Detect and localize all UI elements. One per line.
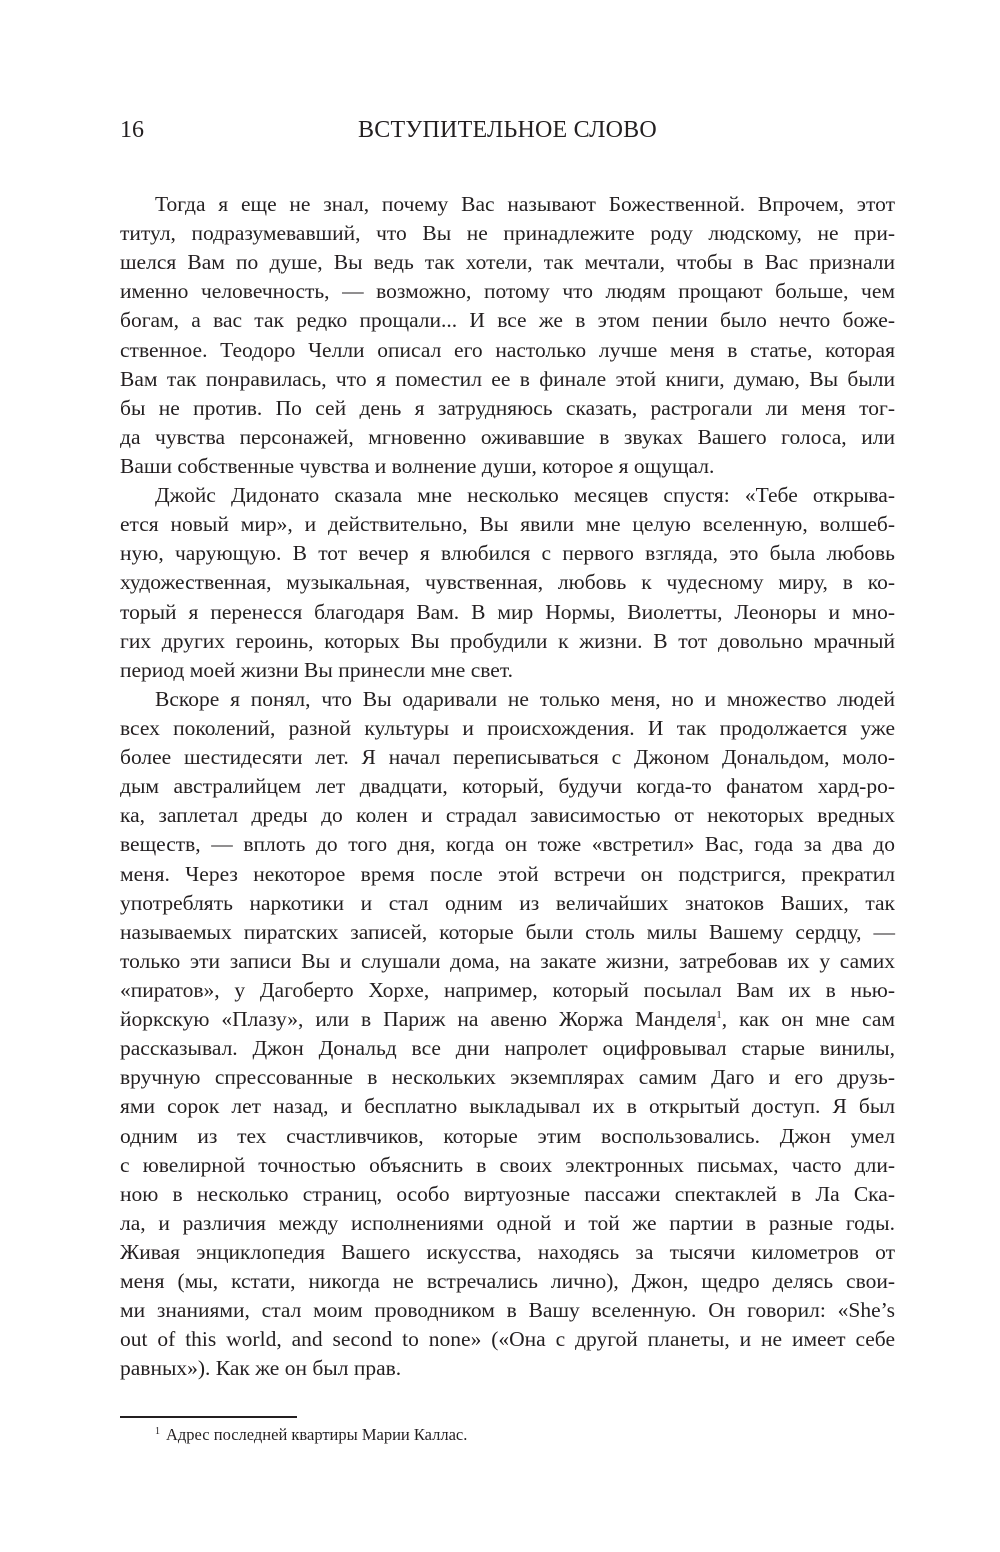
line-text: богам, а вас так редко прощали... И все же в этом пении было нечто боже- bbox=[120, 308, 895, 333]
line-text: одним из тех счастливчиков, которые этим воспользовались. Джон умел bbox=[120, 1123, 895, 1148]
line-text: только эти записи Вы и слушали дома, на закате жизни, затребовав их у самих bbox=[120, 948, 895, 973]
line-text: Вам так понравилась, что я поместил ее в финале этой книги, думаю, Вы были bbox=[120, 366, 895, 391]
line-text: ми знаниями, стал моим проводником в Вашу вселенную. Он говорил: «She’s bbox=[120, 1298, 895, 1323]
footnote-reference[interactable]: 1 bbox=[716, 1009, 722, 1022]
paragraph bbox=[120, 685, 895, 1384]
text-line bbox=[120, 1151, 895, 1180]
paragraph bbox=[120, 190, 895, 481]
line-text: титул, подразумевавший, что Вы не принадлежите роду людскому, не при- bbox=[120, 221, 895, 246]
paragraph bbox=[120, 481, 895, 685]
footnote-marker: 1 bbox=[155, 1426, 160, 1437]
line-text: шелся Вам по душе, Вы ведь так хотели, так мечтали, чтобы в Вас признали bbox=[120, 250, 895, 275]
line-text: всех поколений, разной культуры и происхождения. И так продолжается уже bbox=[120, 715, 895, 740]
text-line bbox=[120, 452, 895, 481]
text-line bbox=[120, 190, 895, 219]
line-text: ка, заплетал дреды до колен и страдал зависимостью от некоторых вредных bbox=[120, 803, 895, 828]
text-line bbox=[120, 685, 895, 714]
text-line bbox=[120, 889, 895, 918]
line-text: дым австралийцем лет двадцати, который, будучи когда-то фанатом хард-ро- bbox=[120, 774, 895, 799]
text-line bbox=[120, 1296, 895, 1325]
text-line bbox=[120, 1238, 895, 1267]
text-line bbox=[120, 336, 895, 365]
line-text: out of this world, and second to none» («Она с другой планеты, и не имеет себе bbox=[120, 1327, 895, 1352]
text-line bbox=[120, 1267, 895, 1296]
text-line bbox=[120, 1034, 895, 1063]
text-line bbox=[120, 1092, 895, 1121]
text-line bbox=[120, 860, 895, 889]
text-line bbox=[120, 1325, 895, 1354]
line-text: Ваши собственные чувства и волнение души, которое я ощущал. bbox=[120, 453, 715, 478]
text-line bbox=[120, 1063, 895, 1092]
text-line bbox=[120, 918, 895, 947]
line-text: торый я перенесся благодаря Вам. В мир Нормы, Виолетты, Леоноры и мно- bbox=[120, 599, 895, 624]
body-text bbox=[120, 190, 895, 1383]
line-text: художественная, музыкальная, чувственная, любовь к чудесному миру, в ко- bbox=[120, 570, 895, 595]
line-text: называемых пиратских записей, которые были столь милы Вашему сердцу, — bbox=[120, 919, 895, 944]
running-header bbox=[120, 117, 895, 149]
text-line bbox=[120, 539, 895, 568]
line-text: ную, чарующую. В тот вечер я влюбился с первого взгляда, это была любовь bbox=[120, 541, 895, 566]
text-line bbox=[120, 947, 895, 976]
text-line bbox=[120, 830, 895, 859]
text-line bbox=[120, 656, 895, 685]
line-text: гих других героинь, которых Вы пробудили к жизни. В тот довольно мрачный bbox=[120, 628, 895, 653]
footnote bbox=[155, 1425, 467, 1445]
line-text: меня (мы, кстати, никогда не встречались лично), Джон, щедро делясь свои- bbox=[120, 1269, 895, 1294]
line-text: ственное. Теодоро Челли описал его настолько лучше меня в статье, которая bbox=[120, 337, 895, 362]
line-text: вручную спрессованные в нескольких экземплярах самим Даго и его друзь- bbox=[120, 1065, 895, 1090]
line-text: ною в несколько страниц, особо виртуозные пассажи спектаклей в Ла Ска- bbox=[120, 1181, 895, 1206]
text-line bbox=[120, 772, 895, 801]
line-text: с ювелирной точностью объяснить в своих электронных письмах, часто дли- bbox=[120, 1152, 895, 1177]
text-line bbox=[120, 394, 895, 423]
text-line bbox=[120, 1005, 895, 1034]
line-text: бы не против. По сей день я затрудняюсь сказать, растрогали ли меня тог- bbox=[120, 395, 895, 420]
line-text: рассказывал. Джон Дональд все дни напролет оцифровывал старые винилы, bbox=[120, 1036, 895, 1061]
line-text: употреблять наркотики и стал одним из величайших знатоков Ваших, так bbox=[120, 890, 895, 915]
line-text: «пиратов», у Дагоберто Хорхе, например, который посылал Вам их в нью- bbox=[120, 977, 895, 1002]
text-line bbox=[120, 743, 895, 772]
line-text: йоркскую «Плазу», или в Париж на авеню Жоржа Манделя bbox=[120, 1007, 717, 1032]
line-text: Живая энциклопедия Вашего искусства, находясь за тысячи километров от bbox=[120, 1239, 895, 1264]
page-number: 16 bbox=[120, 117, 144, 143]
text-line bbox=[120, 510, 895, 539]
text-line bbox=[120, 598, 895, 627]
text-line bbox=[120, 1354, 895, 1383]
text-line bbox=[120, 481, 895, 510]
line-text: более шестидесяти лет. Я начал переписываться с Джоном Дональдом, моло- bbox=[120, 745, 895, 770]
line-text: Джойс Дидонато сказала мне несколько месяцев спустя: «Тебе открыва- bbox=[155, 483, 895, 508]
line-text: ями сорок лет назад, и бесплатно выкладывал их в открытый доступ. Я был bbox=[120, 1094, 895, 1119]
text-line bbox=[120, 627, 895, 656]
text-line bbox=[120, 1122, 895, 1151]
line-text: период моей жизни Вы принесли мне свет. bbox=[120, 657, 513, 682]
text-line bbox=[120, 423, 895, 452]
line-text: меня. Через некоторое время после этой встречи он подстригся, прекратил bbox=[120, 861, 895, 886]
text-line bbox=[120, 976, 895, 1005]
footnote-divider bbox=[120, 1416, 297, 1418]
line-text: ла, и различия между исполнениями одной и той же партии в разные годы. bbox=[120, 1210, 895, 1235]
text-line bbox=[120, 714, 895, 743]
line-text: Вскоре я понял, что Вы одаривали не только меня, но и множество людей bbox=[155, 686, 895, 711]
line-text: ется новый мир», и действительно, Вы явили мне целую вселенную, волшеб- bbox=[120, 512, 895, 537]
line-text: веществ, — вплоть до того дня, когда он тоже «встретил» Вас, года за два до bbox=[120, 832, 895, 857]
footnote-text: Адрес последней квартиры Марии Каллас. bbox=[166, 1425, 468, 1444]
text-line bbox=[120, 1180, 895, 1209]
text-line bbox=[120, 568, 895, 597]
text-line bbox=[120, 248, 895, 277]
text-line bbox=[120, 306, 895, 335]
text-line bbox=[120, 1209, 895, 1238]
line-text: да чувства персонажей, мгновенно оживавшие в звуках Вашего голоса, или bbox=[120, 424, 895, 449]
line-text: , как он мне сам bbox=[721, 1007, 895, 1032]
text-line bbox=[120, 801, 895, 830]
chapter-title: ВСТУПИТЕЛЬНОЕ СЛОВО bbox=[358, 117, 657, 143]
text-line bbox=[120, 277, 895, 306]
line-text: именно человечность, — возможно, потому что людям прощают больше, чем bbox=[120, 279, 895, 304]
text-line bbox=[120, 219, 895, 248]
line-text: Тогда я еще не знал, почему Вас называют Божественной. Впрочем, этот bbox=[155, 192, 895, 216]
line-text: равных»). Как же он был прав. bbox=[120, 1356, 402, 1381]
text-line bbox=[120, 365, 895, 394]
